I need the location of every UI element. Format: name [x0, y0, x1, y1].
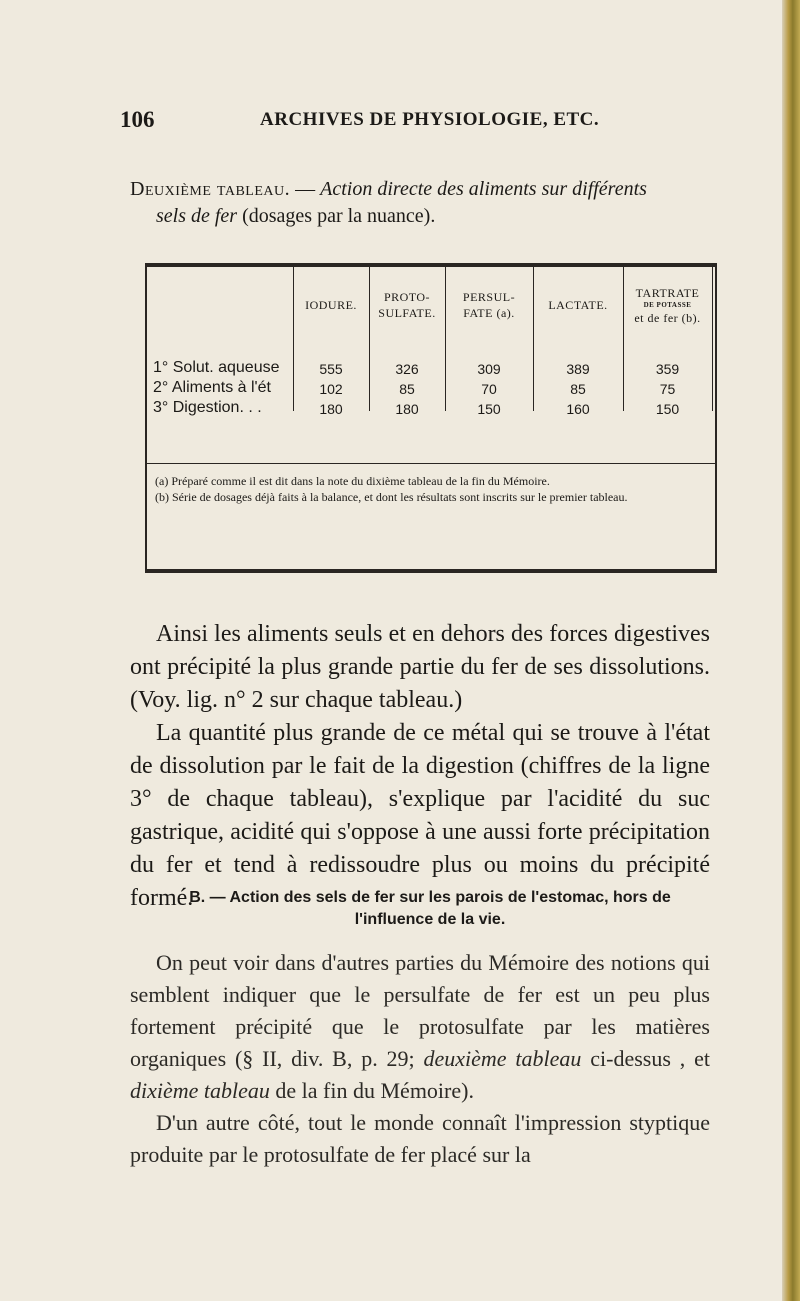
table-note-b: (b) Série de dosages déjà faits à la balance, et dont les résultats sont inscrits sur le premier tableau.	[155, 490, 628, 504]
table-cell: 180	[395, 401, 419, 417]
paragraph-3: On peut voir dans d'autres parties du Mémoire des notions qui semblent indiquer que le persulfate de fer est un peu plus fortement précipité que le protosulfate par les matières organiques (§ II, div. B, p. 29; deuxième tableau ci-dessus , et dixième tableau de la fin du Mémoire).	[130, 950, 710, 1103]
running-title: ARCHIVES DE PHYSIOLOGIE, ETC.	[260, 109, 600, 130]
book-spine-edge	[782, 0, 800, 1301]
col-header-protosulfate: PROTO- SULFATE.	[378, 290, 436, 320]
table-cell: 180	[319, 401, 343, 417]
paragraph-1: Ainsi les aliments seuls et en dehors des forces digestives ont précipité la plus grande partie du fer de ses dissolutions. (Voy. lig. n° 2 sur chaque tableau.)	[130, 621, 710, 713]
table-note-a: (a) Préparé comme il est dit dans la note du dixième tableau de la fin du Mémoire.	[155, 474, 550, 488]
body-paragraphs	[130, 618, 710, 915]
table-cell: 359	[655, 361, 680, 377]
data-table	[145, 263, 717, 573]
table-cell: 309	[477, 361, 501, 377]
paragraph-2: La quantité plus grande de ce métal qui se trouve à l'état de dissolution par le fait de la digestion (chiffres de la ligne 3° de chaque tableau), s'explique par l'acidité du suc gastrique, acidité qui s'oppose à une aussi forte précipitation du fer et tend à redissoudre plus ou moins du précipité formé.	[130, 720, 710, 911]
table-cell: 389	[566, 361, 590, 377]
caption-tail: (dosages par la nuance).	[237, 205, 436, 227]
table-cell: 150	[477, 401, 501, 417]
table-cell: 85	[570, 381, 586, 397]
page-number: 106	[120, 107, 155, 132]
page-header	[116, 107, 756, 137]
caption-italic: Action directe des aliments sur différents	[320, 178, 647, 200]
row-label-2: 2° Aliments à l'ét	[153, 379, 271, 396]
table-cell: 75	[659, 381, 676, 397]
table-caption	[130, 176, 770, 230]
body-paragraphs-2	[130, 947, 710, 1171]
col-header-persulfate: PERSUL- FATE (a).	[462, 290, 516, 320]
table-cell: 70	[481, 381, 497, 397]
col-header-tartrate: TARTRATE DE POTASSE et de fer (b).	[634, 286, 701, 325]
paragraph-4: D'un autre côté, tout le monde connaît l'impression styptique produite par le protosulfate de fer placé sur la	[130, 1110, 710, 1167]
row-label-3: 3° Digestion. . .	[153, 399, 262, 416]
caption-lead: Deuxième tableau.	[130, 178, 291, 200]
table-cell: 150	[655, 401, 680, 417]
table-cell: 85	[399, 381, 415, 397]
table-cell: 102	[319, 381, 343, 397]
col-header-lactate: LACTATE.	[548, 298, 608, 312]
row-label-1: 1° Solut. aqueuse	[153, 359, 280, 376]
col-header-iodure: IODURE.	[305, 298, 357, 312]
table-cell: 555	[319, 361, 343, 377]
caption-dash: —	[290, 178, 321, 200]
table-notes	[155, 473, 705, 505]
table-cell: 160	[566, 401, 590, 417]
section-heading: B. — Action des sels de fer sur les parois de l'estomac, hors de l'influence de la vie.	[189, 889, 671, 928]
table-cell: 326	[395, 361, 419, 377]
caption-italic-2: sels de fer	[156, 205, 238, 227]
